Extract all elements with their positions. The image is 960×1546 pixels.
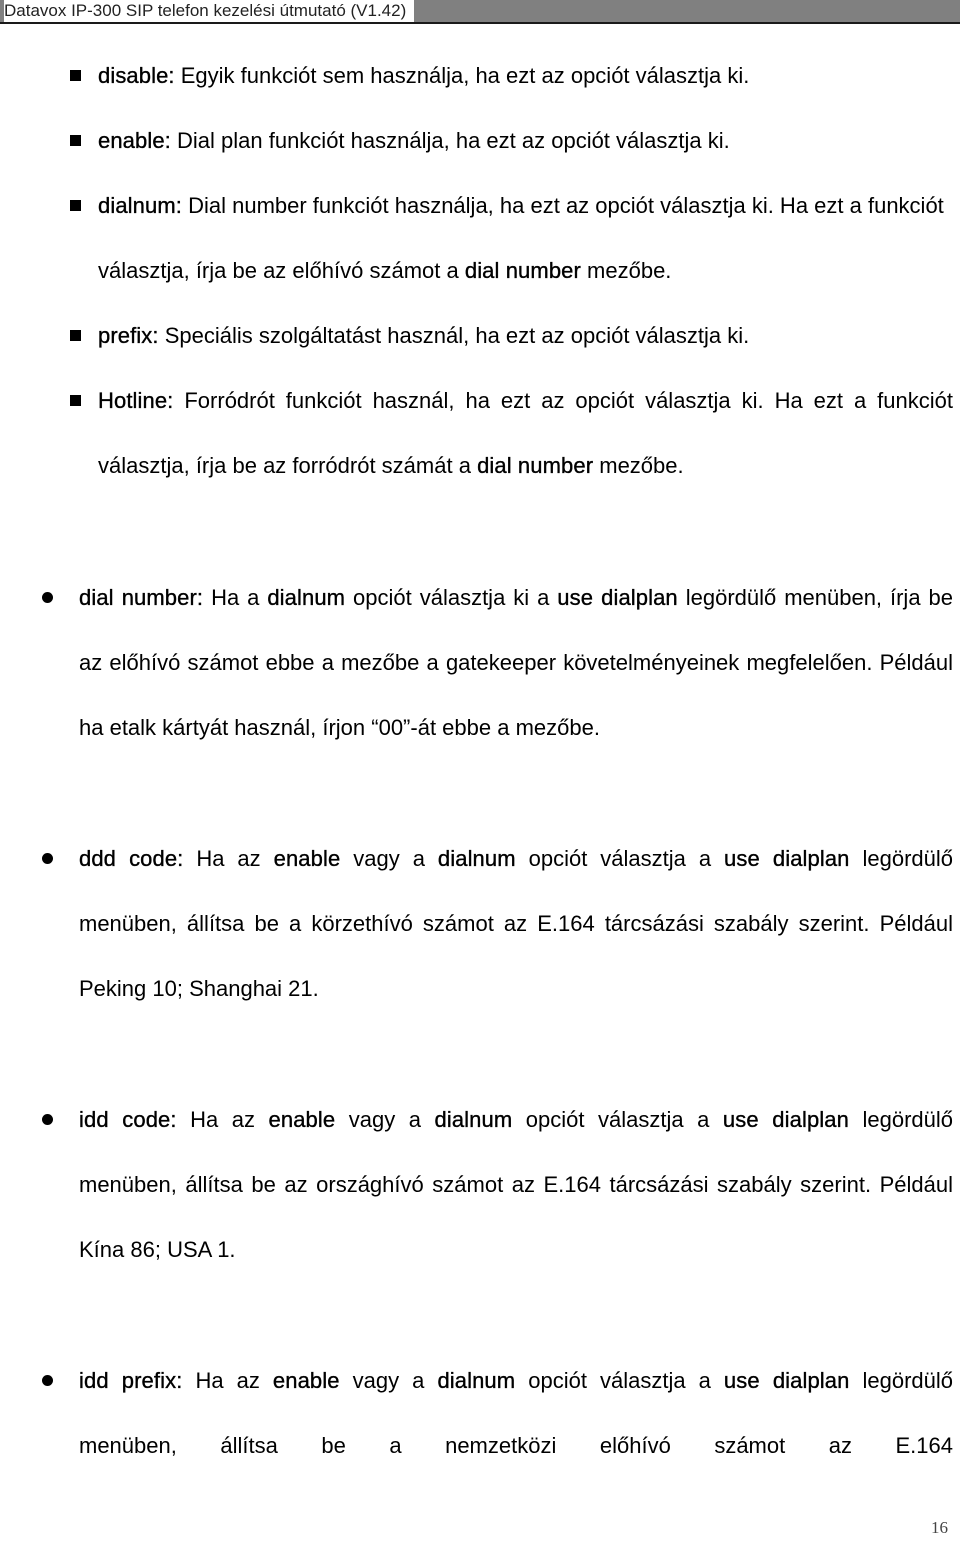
text-fragment: Ha az bbox=[176, 1107, 269, 1132]
term-label: disable: bbox=[98, 63, 175, 88]
round-bullet-icon bbox=[42, 592, 53, 603]
term-label: idd code: bbox=[79, 1107, 177, 1132]
term-description-end: mezőbe. bbox=[580, 258, 672, 283]
text-fragment: Ha a bbox=[203, 585, 268, 610]
keyword: dialnum bbox=[437, 846, 516, 871]
keyword: enable bbox=[268, 1107, 336, 1132]
term-label: enable: bbox=[98, 128, 171, 153]
keyword: dial number bbox=[464, 258, 581, 283]
sub-item-hotline bbox=[98, 368, 953, 498]
text-fragment: opciót választja ki a bbox=[345, 585, 558, 610]
square-bullet-icon bbox=[70, 70, 81, 81]
item-dial-number bbox=[79, 565, 953, 760]
item-ddd-code bbox=[79, 826, 953, 1021]
text-fragment: legördülő menüben, írja be az előhívó számot ebbe a mezőbe a gatekeeper követelményeinek megfelelően. Például ha etalk kártyát használ, írjon “00”-át ebbe a mezőbe. bbox=[79, 585, 953, 740]
square-bullet-icon bbox=[70, 330, 81, 341]
round-bullet-icon bbox=[42, 1375, 53, 1386]
text-fragment: vagy a bbox=[335, 1107, 435, 1132]
round-bullet-icon bbox=[42, 853, 53, 864]
term-label: Hotline: bbox=[98, 388, 174, 413]
page-number: 16 bbox=[931, 1518, 948, 1537]
text-fragment: legördülő menüben, állítsa be a körzethívó számot az E.164 tárcsázási szabály szerint. Például Peking 10; Shanghai 21. bbox=[79, 846, 954, 1001]
text-fragment: legördülő menüben, állítsa be az országhívó számot az E.164 tárcsázási szabály szerint. Például Kína 86; USA 1. bbox=[79, 1107, 953, 1262]
keyword: enable bbox=[272, 1368, 340, 1393]
term-description: Forródrót funkciót használ, ha ezt az opciót választja ki. Ha ezt a funkciót választja, írja be az forródrót számát a bbox=[98, 388, 953, 478]
term-label: ddd code: bbox=[79, 846, 184, 871]
text-fragment: Ha az bbox=[183, 846, 274, 871]
text-fragment: opciót választja a bbox=[512, 1107, 723, 1132]
text-fragment: vagy a bbox=[339, 1368, 438, 1393]
text-fragment: legördülő menüben, állítsa be a nemzetközi előhívó számot az E.164 bbox=[79, 1368, 954, 1458]
term-description: Dial number funkciót használja, ha ezt az opciót választja ki. Ha ezt a funkciót választja, írja be az előhívó számot a bbox=[98, 193, 944, 283]
keyword: use dialplan bbox=[724, 846, 850, 871]
sub-item-enable bbox=[98, 108, 948, 173]
sub-item-prefix bbox=[98, 303, 948, 368]
text-fragment: opciót választja a bbox=[515, 1368, 724, 1393]
term-description: Speciális szolgáltatást használ, ha ezt az opciót választja ki. bbox=[158, 323, 750, 348]
text-fragment: Ha az bbox=[182, 1368, 273, 1393]
header-bar bbox=[0, 0, 960, 24]
square-bullet-icon bbox=[70, 200, 81, 211]
item-idd-prefix bbox=[79, 1348, 953, 1478]
keyword: dialnum bbox=[437, 1368, 516, 1393]
keyword: dial number bbox=[477, 453, 594, 478]
term-label: dial number: bbox=[79, 585, 204, 610]
term-label: prefix: bbox=[98, 323, 159, 348]
text-fragment: vagy a bbox=[340, 846, 438, 871]
square-bullet-icon bbox=[70, 395, 81, 406]
round-bullet-icon bbox=[42, 1114, 53, 1125]
term-description: Egyik funkciót sem használja, ha ezt az opciót választja ki. bbox=[174, 63, 750, 88]
term-description: Dial plan funkciót használja, ha ezt az opciót választja ki. bbox=[170, 128, 730, 153]
keyword: dialnum bbox=[267, 585, 346, 610]
square-bullet-icon bbox=[70, 135, 81, 146]
term-label: idd prefix: bbox=[79, 1368, 183, 1393]
keyword: enable bbox=[273, 846, 341, 871]
keyword: use dialplan bbox=[557, 585, 678, 610]
term-description-end: mezőbe. bbox=[593, 453, 684, 478]
keyword: dialnum bbox=[434, 1107, 513, 1132]
text-fragment: opciót választja a bbox=[515, 846, 725, 871]
document-title: Datavox IP-300 SIP telefon kezelési útmutató (V1.42) bbox=[4, 0, 414, 22]
item-idd-code bbox=[79, 1087, 953, 1282]
sub-item-dialnum bbox=[98, 173, 956, 303]
term-label: dialnum: bbox=[98, 193, 182, 218]
sub-item-disable bbox=[98, 43, 948, 108]
keyword: use dialplan bbox=[723, 1368, 850, 1393]
keyword: use dialplan bbox=[722, 1107, 849, 1132]
